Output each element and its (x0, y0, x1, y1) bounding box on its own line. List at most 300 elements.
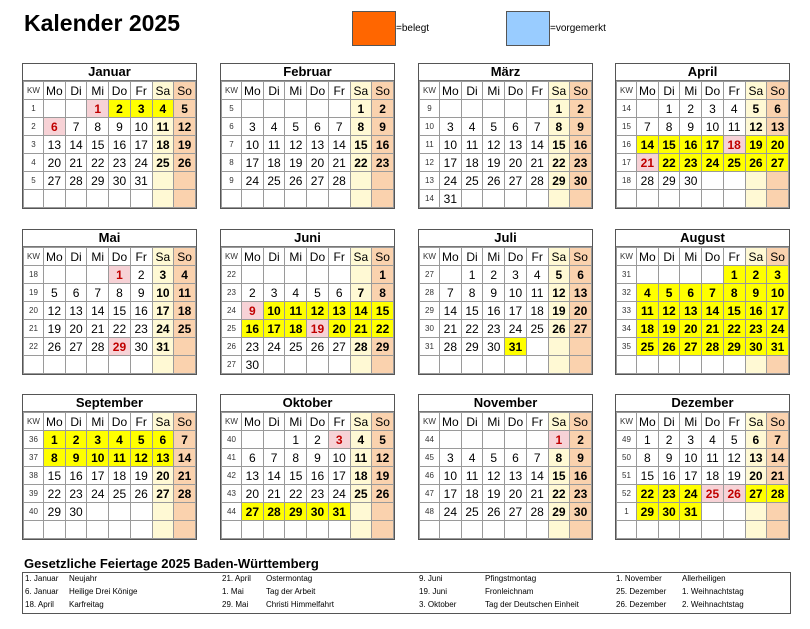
day-cell: 9 (242, 302, 264, 320)
day-cell: 24 (767, 320, 789, 338)
week-number: 47 (420, 485, 440, 503)
day-cell: 1 (548, 431, 570, 449)
week-number: 27 (420, 266, 440, 284)
empty-cell (65, 266, 87, 284)
empty-cell (152, 503, 174, 521)
day-cell: 20 (65, 320, 87, 338)
empty-cell (285, 100, 307, 118)
day-cell: 9 (307, 449, 329, 467)
day-cell: 6 (505, 449, 527, 467)
day-cell: 26 (44, 338, 66, 356)
day-cell: 7 (526, 449, 548, 467)
empty-cell (767, 356, 789, 374)
day-cell: 29 (87, 172, 109, 190)
day-cell: 4 (702, 431, 724, 449)
day-cell: 5 (130, 431, 152, 449)
weekday-header: Fr (328, 413, 350, 431)
day-cell: 27 (65, 338, 87, 356)
day-cell: 2 (65, 431, 87, 449)
day-cell: 19 (44, 320, 66, 338)
weekday-header: Mi (87, 248, 109, 266)
empty-cell (65, 100, 87, 118)
weekday-header: Fr (328, 82, 350, 100)
week-number: 3 (24, 136, 44, 154)
day-cell: 10 (505, 284, 527, 302)
day-cell: 15 (548, 467, 570, 485)
day-cell: 23 (109, 154, 131, 172)
day-cell: 12 (745, 118, 767, 136)
day-cell: 17 (152, 302, 174, 320)
holiday-date: 1. Januar (25, 574, 59, 583)
day-cell: 4 (723, 100, 745, 118)
day-cell: 5 (285, 118, 307, 136)
day-cell: 26 (723, 485, 745, 503)
day-cell: 25 (263, 172, 285, 190)
day-cell: 11 (109, 449, 131, 467)
day-cell: 14 (526, 467, 548, 485)
empty-cell (570, 190, 592, 208)
empty-cell (328, 190, 350, 208)
empty-cell (440, 521, 462, 539)
day-cell: 5 (372, 431, 394, 449)
day-cell: 21 (328, 154, 350, 172)
day-cell: 31 (767, 338, 789, 356)
weekday-header: Fr (130, 413, 152, 431)
day-cell: 8 (637, 449, 659, 467)
empty-cell (174, 521, 196, 539)
day-cell: 8 (658, 118, 680, 136)
week-number (617, 356, 637, 374)
empty-cell (505, 431, 527, 449)
week-number: 29 (420, 302, 440, 320)
holiday-list (22, 572, 791, 614)
week-number: 17 (617, 154, 637, 172)
empty-cell (350, 266, 372, 284)
empty-cell (548, 521, 570, 539)
week-number: 44 (222, 503, 242, 521)
week-number: 22 (222, 266, 242, 284)
weekday-header: Di (461, 413, 483, 431)
empty-cell (285, 521, 307, 539)
day-cell: 15 (548, 136, 570, 154)
week-number: 12 (420, 154, 440, 172)
week-number: 23 (222, 284, 242, 302)
empty-cell (483, 356, 505, 374)
week-number: 9 (420, 100, 440, 118)
day-cell: 31 (130, 172, 152, 190)
empty-cell (526, 356, 548, 374)
weekday-header: So (372, 248, 394, 266)
kw-header: KW (222, 248, 242, 266)
weekday-header: So (174, 248, 196, 266)
weekday-header: Mo (242, 413, 264, 431)
weekday-header: So (767, 413, 789, 431)
day-cell: 17 (767, 302, 789, 320)
day-cell: 22 (350, 154, 372, 172)
day-cell: 6 (65, 284, 87, 302)
empty-cell (87, 503, 109, 521)
empty-cell (328, 521, 350, 539)
day-cell: 4 (109, 431, 131, 449)
day-cell: 20 (44, 154, 66, 172)
weekday-header: Fr (723, 248, 745, 266)
day-cell: 6 (767, 100, 789, 118)
day-cell: 20 (505, 154, 527, 172)
day-cell: 22 (548, 154, 570, 172)
day-cell: 6 (242, 449, 264, 467)
day-cell: 29 (372, 338, 394, 356)
empty-cell (130, 356, 152, 374)
day-cell: 3 (130, 100, 152, 118)
day-cell: 13 (65, 302, 87, 320)
day-cell: 9 (658, 449, 680, 467)
day-cell: 25 (723, 154, 745, 172)
empty-cell (440, 431, 462, 449)
day-cell: 19 (548, 302, 570, 320)
day-cell: 3 (440, 449, 462, 467)
day-cell: 18 (263, 154, 285, 172)
day-cell: 13 (152, 449, 174, 467)
weekday-header: Di (263, 413, 285, 431)
day-cell: 19 (372, 467, 394, 485)
kw-header: KW (222, 413, 242, 431)
day-cell: 1 (723, 266, 745, 284)
weekday-header: Do (702, 248, 724, 266)
day-cell: 16 (745, 302, 767, 320)
day-cell: 2 (109, 100, 131, 118)
day-cell: 13 (307, 136, 329, 154)
empty-cell (65, 190, 87, 208)
week-number: 44 (420, 431, 440, 449)
holiday-name: 2. Weihnachtstag (682, 600, 744, 609)
day-cell: 18 (702, 467, 724, 485)
month-november (418, 394, 593, 540)
empty-cell (461, 100, 483, 118)
day-cell: 27 (680, 338, 702, 356)
kw-header: KW (617, 82, 637, 100)
day-cell: 7 (702, 284, 724, 302)
day-cell: 22 (461, 320, 483, 338)
day-cell: 12 (174, 118, 196, 136)
week-number: 20 (24, 302, 44, 320)
day-cell: 11 (263, 136, 285, 154)
day-cell: 6 (152, 431, 174, 449)
weekday-header: Sa (745, 248, 767, 266)
empty-cell (723, 521, 745, 539)
week-number: 22 (24, 338, 44, 356)
day-cell: 17 (702, 136, 724, 154)
week-number: 41 (222, 449, 242, 467)
day-cell: 24 (87, 485, 109, 503)
empty-cell (152, 190, 174, 208)
empty-cell (44, 521, 66, 539)
day-cell: 21 (440, 320, 462, 338)
holiday-name: Ostermontag (266, 574, 313, 583)
day-cell: 4 (263, 118, 285, 136)
holiday-date: 25. Dezember (616, 587, 667, 596)
empty-cell (44, 266, 66, 284)
holiday-date: 6. Januar (25, 587, 59, 596)
day-cell: 8 (372, 284, 394, 302)
weekday-header: Fr (526, 248, 548, 266)
day-cell: 23 (130, 320, 152, 338)
empty-cell (658, 190, 680, 208)
week-number: 40 (24, 503, 44, 521)
day-cell: 25 (526, 320, 548, 338)
weekday-header: So (570, 248, 592, 266)
empty-cell (745, 190, 767, 208)
day-cell: 20 (767, 136, 789, 154)
day-cell: 8 (548, 449, 570, 467)
day-cell: 6 (745, 431, 767, 449)
page-title: Kalender 2025 (24, 10, 180, 36)
day-cell: 9 (570, 449, 592, 467)
day-cell: 28 (65, 172, 87, 190)
holiday-date: 18. April (25, 600, 54, 609)
day-cell: 15 (658, 136, 680, 154)
empty-cell (658, 521, 680, 539)
day-cell: 2 (307, 431, 329, 449)
day-cell: 12 (483, 467, 505, 485)
day-cell: 15 (637, 467, 659, 485)
week-number: 52 (617, 485, 637, 503)
day-cell: 12 (372, 449, 394, 467)
empty-cell (483, 431, 505, 449)
day-cell: 10 (702, 118, 724, 136)
day-cell: 31 (505, 338, 527, 356)
day-cell: 24 (242, 172, 264, 190)
empty-cell (307, 190, 329, 208)
day-cell: 7 (328, 118, 350, 136)
day-cell: 4 (637, 284, 659, 302)
empty-cell (483, 190, 505, 208)
month-august (615, 229, 790, 375)
day-cell: 16 (570, 467, 592, 485)
day-cell: 11 (461, 467, 483, 485)
week-number: 19 (24, 284, 44, 302)
day-cell: 17 (263, 320, 285, 338)
weekday-header: Fr (130, 82, 152, 100)
day-cell: 19 (483, 154, 505, 172)
month-märz (418, 63, 593, 209)
weekday-header: Mi (483, 82, 505, 100)
day-cell: 5 (483, 449, 505, 467)
weekday-header: Di (658, 413, 680, 431)
weekday-header: Mi (680, 413, 702, 431)
empty-cell (570, 521, 592, 539)
weekday-header: Sa (152, 82, 174, 100)
weekday-header: So (570, 413, 592, 431)
week-number: 7 (222, 136, 242, 154)
day-cell: 20 (505, 485, 527, 503)
day-cell: 6 (570, 266, 592, 284)
day-cell: 19 (723, 467, 745, 485)
week-number (617, 190, 637, 208)
holidays-title: Gesetzliche Feiertage 2025 Baden-Württemberg (24, 556, 319, 571)
weekday-header: Di (461, 248, 483, 266)
day-cell: 21 (263, 485, 285, 503)
day-cell: 7 (440, 284, 462, 302)
month-name: Mai (23, 230, 196, 247)
day-cell: 28 (174, 485, 196, 503)
kw-header: KW (420, 82, 440, 100)
day-cell: 2 (570, 431, 592, 449)
day-cell: 11 (461, 136, 483, 154)
week-number: 13 (420, 172, 440, 190)
day-cell: 17 (87, 467, 109, 485)
day-cell: 8 (109, 284, 131, 302)
day-cell: 4 (285, 284, 307, 302)
day-cell: 14 (440, 302, 462, 320)
day-cell: 21 (87, 320, 109, 338)
day-cell: 5 (723, 431, 745, 449)
holiday-date: 3. Oktober (419, 600, 457, 609)
empty-cell (723, 356, 745, 374)
empty-cell (526, 431, 548, 449)
legend-vorgemerkt-swatch (506, 11, 550, 46)
empty-cell (174, 338, 196, 356)
day-cell: 5 (307, 284, 329, 302)
day-cell: 22 (658, 154, 680, 172)
day-cell: 23 (372, 154, 394, 172)
day-cell: 17 (440, 154, 462, 172)
empty-cell (307, 266, 329, 284)
weekday-header: Fr (526, 82, 548, 100)
empty-cell (350, 356, 372, 374)
day-cell: 14 (637, 136, 659, 154)
day-cell: 25 (174, 320, 196, 338)
day-cell: 14 (350, 302, 372, 320)
day-cell: 13 (767, 118, 789, 136)
holiday-name: Karfreitag (69, 600, 104, 609)
weekday-header: Sa (152, 248, 174, 266)
week-number: 46 (420, 467, 440, 485)
day-cell: 21 (174, 467, 196, 485)
day-cell: 24 (440, 172, 462, 190)
week-number: 18 (24, 266, 44, 284)
day-cell: 24 (130, 154, 152, 172)
day-cell: 10 (242, 136, 264, 154)
day-cell: 7 (767, 431, 789, 449)
day-cell: 9 (680, 118, 702, 136)
day-cell: 16 (307, 467, 329, 485)
day-cell: 9 (65, 449, 87, 467)
day-cell: 6 (307, 118, 329, 136)
holiday-name: Tag der Deutschen Einheit (485, 600, 579, 609)
empty-cell (637, 266, 659, 284)
empty-cell (505, 190, 527, 208)
day-cell: 7 (87, 284, 109, 302)
empty-cell (328, 100, 350, 118)
weekday-header: Sa (548, 248, 570, 266)
day-cell: 23 (307, 485, 329, 503)
day-cell: 13 (242, 467, 264, 485)
day-cell: 4 (461, 118, 483, 136)
weekday-header: Fr (130, 248, 152, 266)
day-cell: 16 (570, 136, 592, 154)
day-cell: 9 (570, 118, 592, 136)
day-cell: 31 (680, 503, 702, 521)
empty-cell (745, 172, 767, 190)
empty-cell (285, 266, 307, 284)
day-cell: 20 (570, 302, 592, 320)
month-juli (418, 229, 593, 375)
day-cell: 14 (767, 449, 789, 467)
day-cell: 12 (548, 284, 570, 302)
weekday-header: Sa (350, 82, 372, 100)
weekday-header: Do (505, 248, 527, 266)
empty-cell (548, 190, 570, 208)
empty-cell (242, 190, 264, 208)
month-name: September (23, 395, 196, 412)
empty-cell (152, 356, 174, 374)
day-cell: 9 (483, 284, 505, 302)
empty-cell (637, 356, 659, 374)
day-cell: 22 (548, 485, 570, 503)
legend-belegt-swatch (352, 11, 396, 46)
day-cell: 31 (152, 338, 174, 356)
day-cell: 11 (723, 118, 745, 136)
week-number: 14 (617, 100, 637, 118)
holiday-name: Heilige Drei Könige (69, 587, 138, 596)
day-cell: 31 (440, 190, 462, 208)
day-cell: 9 (372, 118, 394, 136)
week-number: 18 (617, 172, 637, 190)
day-cell: 7 (174, 431, 196, 449)
weekday-header: Fr (526, 413, 548, 431)
day-cell: 11 (526, 284, 548, 302)
day-cell: 29 (461, 338, 483, 356)
empty-cell (767, 503, 789, 521)
day-cell: 10 (680, 449, 702, 467)
day-cell: 23 (242, 338, 264, 356)
empty-cell (350, 503, 372, 521)
day-cell: 20 (307, 154, 329, 172)
empty-cell (637, 190, 659, 208)
weekday-header: Do (307, 82, 329, 100)
week-number: 26 (222, 338, 242, 356)
empty-cell (109, 503, 131, 521)
empty-cell (174, 356, 196, 374)
week-number: 51 (617, 467, 637, 485)
day-cell: 26 (658, 338, 680, 356)
day-cell: 3 (242, 118, 264, 136)
empty-cell (745, 503, 767, 521)
day-cell: 22 (87, 154, 109, 172)
day-cell: 1 (658, 100, 680, 118)
day-cell: 2 (483, 266, 505, 284)
month-name: August (616, 230, 789, 247)
empty-cell (307, 356, 329, 374)
day-cell: 17 (680, 467, 702, 485)
day-cell: 30 (570, 172, 592, 190)
weekday-header: Do (505, 82, 527, 100)
week-number: 14 (420, 190, 440, 208)
day-cell: 30 (658, 503, 680, 521)
month-april (615, 63, 790, 209)
empty-cell (526, 521, 548, 539)
kw-header: KW (24, 413, 44, 431)
empty-cell (702, 190, 724, 208)
weekday-header: Di (65, 413, 87, 431)
day-cell: 12 (307, 302, 329, 320)
day-cell: 25 (109, 485, 131, 503)
empty-cell (174, 190, 196, 208)
empty-cell (505, 521, 527, 539)
week-number: 5 (24, 172, 44, 190)
day-cell: 23 (483, 320, 505, 338)
day-cell: 28 (637, 172, 659, 190)
